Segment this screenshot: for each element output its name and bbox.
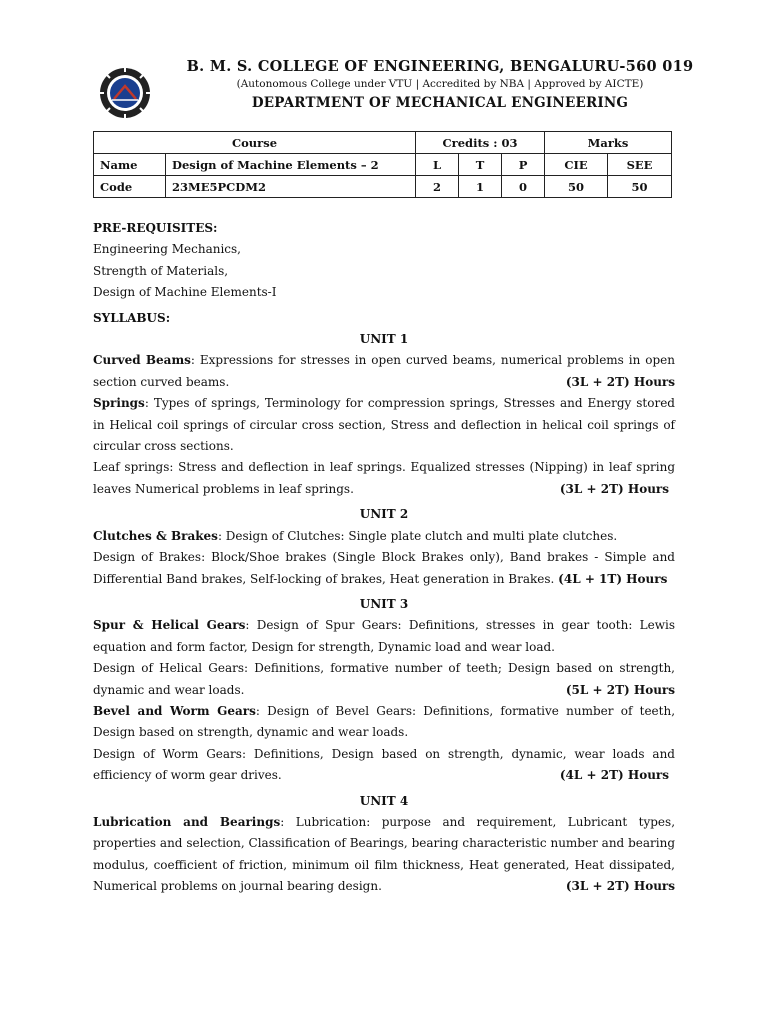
prereq-item: Design of Machine Elements-I bbox=[93, 285, 277, 300]
course-name-cell: Design of Machine Elements – 2 bbox=[166, 154, 416, 176]
clutches-text: : Design of Clutches: Single plate clutch and multi plate clutches. bbox=[217, 528, 618, 543]
table-row bbox=[94, 154, 672, 176]
leaf-springs-text: Leaf springs: Stress and deflection in leaf springs. Equalized stresses (Nipping) in leaf spring leaves Numerical problems in leaf springs. bbox=[93, 460, 675, 496]
spur-gears-term: Spur & Helical Gears bbox=[93, 618, 246, 633]
spur-gears-text: : Design of Spur Gears: Definitions, stresses in gear tooth: Lewis equation and form factor, Design for strength, Dynamic load and wear load. bbox=[93, 618, 675, 654]
lubrication-text: : Lubrication: purpose and requirement, Lubricant types, properties and selection, Classification of Bearings, bearing characteristic number and bearing modulus, coefficient of friction, minimum oil film thickness, Heat generated, Heat dissipated, Numerical problems on journal bearing design. bbox=[93, 814, 676, 894]
worm-gears-text: Design of Worm Gears: Definitions, Design based on strength, dynamic, wear loads and efficiency of worm gear drives. bbox=[93, 746, 675, 783]
cie-label-cell: CIE bbox=[545, 154, 608, 176]
helical-gears-paragraph bbox=[93, 658, 675, 701]
curved-beams-term: Curved Beams bbox=[93, 353, 191, 368]
leaf-springs-hours: (3L + 2T) Hours bbox=[559, 481, 669, 496]
code-label-cell: Code bbox=[94, 176, 166, 198]
t-label-cell: T bbox=[459, 154, 502, 176]
prereq-item: Engineering Mechanics, bbox=[93, 242, 241, 257]
l-label-cell: L bbox=[416, 154, 459, 176]
unit-1-title: UNIT 1 bbox=[359, 332, 409, 347]
unit-2-title: UNIT 2 bbox=[359, 507, 409, 522]
syllabus-heading: SYLLABUS: bbox=[93, 310, 171, 325]
prereq-item: Strength of Materials, bbox=[93, 263, 229, 278]
bevel-gears-paragraph bbox=[93, 701, 675, 744]
curved-beams-paragraph bbox=[93, 350, 675, 393]
springs-paragraph bbox=[93, 393, 675, 457]
p-value-cell: 0 bbox=[502, 176, 545, 198]
worm-gears-paragraph bbox=[93, 744, 675, 787]
springs-text: : Types of springs, Terminology for compression springs, Stresses and Energy stored in Helical coil springs of circular cross section, Stress and deflection in helical coil springs of circular cross sections. bbox=[93, 396, 675, 454]
leaf-springs-paragraph bbox=[93, 457, 675, 500]
cie-value-cell: 50 bbox=[545, 176, 608, 198]
spur-gears-paragraph bbox=[93, 615, 675, 658]
bevel-gears-term: Bevel and Worm Gears bbox=[93, 703, 256, 718]
marks-header-cell: Marks bbox=[545, 132, 672, 154]
table-row bbox=[94, 176, 672, 198]
bevel-gears-text: : Design of Bevel Gears: Definitions, formative number of teeth, Design based on strength, dynamic and wear loads. bbox=[93, 703, 676, 740]
college-name: B. M. S. COLLEGE OF ENGINEERING, BENGALURU-560 019 bbox=[186, 58, 694, 75]
lubrication-hours: (3L + 2T) Hours bbox=[565, 879, 675, 894]
lubrication-term: Lubrication and Bearings bbox=[93, 814, 281, 829]
brakes-paragraph bbox=[93, 547, 675, 590]
t-value-cell: 1 bbox=[459, 176, 502, 198]
helical-gears-text: Design of Helical Gears: Definitions, formative number of teeth; Design based on strength, dynamic and wear loads. bbox=[93, 661, 675, 697]
clutches-term: Clutches & Brakes bbox=[93, 528, 218, 543]
lubrication-paragraph bbox=[93, 812, 675, 898]
course-header-cell: Course bbox=[94, 132, 416, 154]
department-name: DEPARTMENT OF MECHANICAL ENGINEERING bbox=[251, 95, 629, 111]
credits-header-cell: Credits : 03 bbox=[416, 132, 545, 154]
clutches-paragraph bbox=[93, 526, 675, 547]
syllabus-body bbox=[93, 218, 675, 898]
table-row bbox=[94, 132, 672, 154]
brakes-text: Design of Brakes: Block/Shoe brakes (Single Block Brakes only), Band brakes - Simple and Differential Band brakes, Self-locking of brakes, Heat generation in Brakes. bbox=[93, 550, 675, 586]
see-label-cell: SEE bbox=[608, 154, 672, 176]
name-label-cell: Name bbox=[94, 154, 166, 176]
curved-beams-hours: (3L + 2T) Hours bbox=[565, 374, 675, 389]
helical-gears-hours: (5L + 2T) Hours bbox=[565, 682, 675, 697]
unit-4-title: UNIT 4 bbox=[359, 793, 409, 808]
brakes-hours: (4L + 1T) Hours bbox=[558, 571, 668, 586]
course-code-cell: 23ME5PCDM2 bbox=[166, 176, 416, 198]
worm-gears-hours: (4L + 2T) Hours bbox=[559, 768, 669, 783]
springs-term: Springs bbox=[93, 396, 145, 411]
curved-beams-text: : Expressions for stresses in open curved beams, numerical problems in open section curved beams. bbox=[93, 353, 676, 389]
course-table bbox=[93, 131, 672, 198]
p-label-cell: P bbox=[502, 154, 545, 176]
unit-3-title: UNIT 3 bbox=[359, 596, 409, 611]
see-value-cell: 50 bbox=[608, 176, 672, 198]
l-value-cell: 2 bbox=[416, 176, 459, 198]
prereq-heading: PRE-REQUISITES: bbox=[93, 221, 218, 235]
college-affiliation: (Autonomous College under VTU | Accredited by NBA | Approved by AICTE) bbox=[236, 78, 644, 90]
